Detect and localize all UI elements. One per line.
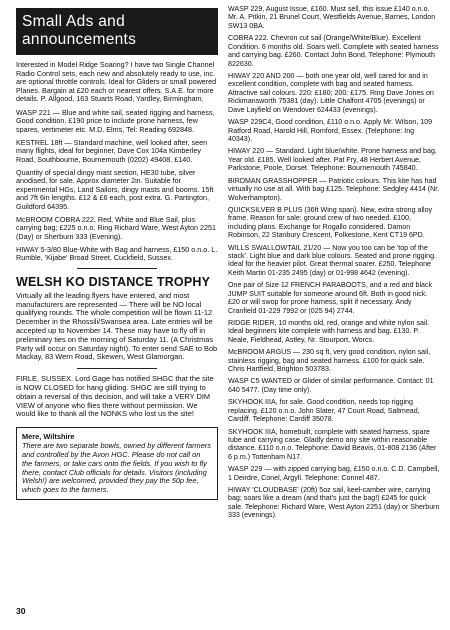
left-column — [16, 8, 218, 500]
classified-ad: WILLS SWALLOWTAIL 21/20 — Now you too can be 'top of the stack'. Light blue and dark blue colours. Seated and prone rigging. Ideal for the heavier pilot. Great thermal soarer. £250. Telephone Keith Martin 01-235 2495 (day) or 01-998 4642 (evening). — [228, 243, 436, 277]
classified-ad: SKYHOOK IIIA, for sale. Good condition, needs top rigging replacing. £120 o.n.o. John Slater, 47 Court Road, Saltmead, Cardiff. Telephone: Cardiff 35078. — [228, 398, 420, 424]
classified-ad: RIDGE RIDER, 10 months old, red, orange and white nylon sail. Ideal beginners kite complete with harness and bag. £130. P. Neale, Fieldhead, Astley, Nr. Stourport, Worcs. — [228, 318, 430, 344]
trophy-heading: WELSH KO DISTANCE TROPHY — [16, 274, 211, 289]
section-divider — [77, 268, 157, 269]
section-banner — [16, 8, 218, 55]
section-divider — [77, 368, 157, 369]
trophy-text: Virtually all the leading flyers have entered, and most manufacturers are represented — There will be NO local qualifying rounds. The whole competition will be flown 11-12 December in the Rhossili/Swansea area. Late entries will be accepted up to November 14. These may have to fly off in preliminary ties on the morning of Saturday 11. (A Christmas Party will occur on Saturday night). To enter send SAE to Bob Mackay, 83 Wern Road, Skewen, West Glamorgan. — [16, 290, 218, 362]
right-column — [228, 5, 440, 524]
mere-notice-box — [16, 427, 218, 500]
classified-ad: WASP C5 WANTED or Glider of similar performance. Contact: 01 640 5477. (Day time only). — [228, 377, 434, 394]
classified-ad: HIWAY 220 AND 200 — both one year old, well cared for and in excellent condition, complete with bag and seated harness. Attractive sail colours. 220: £180; 200: £175. Ring Dave Jones on Rickmansworth 75381 (day). Little Chalfont 4705 (evenings) or Dave Layfield on Wendover 624433 (evenings). — [228, 71, 434, 114]
box-title: Mere, Wiltshire — [22, 432, 75, 442]
classified-ad: COBRA 222. Chevron cut sail (Orange/White/Blue). Excellent Condition. 6 months old. Soars well. Complete with seated harness and carrying bag. £260. Contact John Bond, Telephone: Plymouth 822630. — [228, 34, 439, 68]
classified-ad: BIRDMAN GRASSHOPPER — Patriotic colours. This kite has had virtually no use at all. With bag £125. Telephone: Sedgley 4414 (Nr. Wolverhampton). — [228, 176, 440, 202]
classified-ad: HIWAY 220 — Standard. Light blue/white. Prone harness and bag. Year old. £185. Well looked after. Pat Fry, 48 Herbert Avenue, Parkstone, Poole, Dorset. Telephone: Bournemouth 745840. — [228, 147, 437, 173]
classified-ad: McBROOM COBRA 222, Red, White and Blue Sail, plus carrying bag; £225 o.n.o. Ring Richard Ware, West Ayton 2251 (Day) or Sherburn 333 (Evening). — [16, 214, 217, 241]
classified-ad: QUICKSILVER B PLUS (36ft Wing span). New, extra strong alloy frame. Reason for sale: ground crew of two needed. £100, including plans. Exchange for Rogallo considered. Damon Robinson, 22 Stanbury Crescent, Folkestone, Kent CT19 6PD. — [228, 205, 433, 240]
classified-ad: One pair of Size 12 FRENCH PARABOOTS, and a red and black JUMP SUIT suitable for someone around 6ft. Both in good nick. £20 or will swop for prone harness, split if necessary. Andy Cranfield 01-229 7992 or (025 94) 2744. — [228, 281, 433, 315]
page-number: 30 — [16, 606, 26, 616]
classified-ad: McBROOM ARGUS — 230 sq ft, very good condition, nylon sail, stainless rigging, bag and seated harness. £100 for quick sale. Chris Hartfield, Brighton 503783. — [228, 348, 431, 374]
classified-ad: WASP 229, August Issue, £160. Must sell, this issue £140 o.n.o. Mr. A. Pitkin, 21 Brunel Court, Westfields Avenue, Barnes, London SW13 0BA. — [228, 5, 436, 30]
classified-ad: HIWAY 5-3/80 Blue-White with Bag and harness, £150 o.n.o. L. Rumble, 'Kijabe' Broad Street, Cuckfield, Sussex. — [16, 244, 218, 263]
classified-ad: KESTREL 18ft — Standard machine, well looked after, seen many flights, ideal for beginner, Dave Cox 104a Kimberley Road, Southbourne, Bournemouth (0202) 49408. £140. — [16, 137, 208, 164]
classified-ad: Interested in Model Ridge Soaring? I have two Single Channel Radio Control sets, each new and absolutely ready to use, inc. are optional throttle controls. Ideal for Gliders or small powered Planes. Bargain at £20 each or nearest offers. S.A.E. for more details. P. Allgood, 163 Stuarts Road, Yardley, Birmingham. — [16, 60, 217, 104]
classified-ad: HIWAY 'CLOUDBASE' (20ft) 5oz sail, keel-camber wire, carrying bag; soars like a dream (and that's just the bag!) £245 for quick sale. Telephone: Richard Ware, West Ayton 2251 (day) or Sherburn 333 (evenings). — [228, 486, 440, 520]
banner-title-line-2: announcements — [22, 31, 137, 48]
banner-title-line-1: Small Ads and — [22, 13, 125, 30]
classified-ad: Quantity of special dingy mast section, HE30 tube, silver anodised, for sale. Approx diameter 2in. Suitable for experimental HGs, Land Sailors, dingy masts and booms. 15ft and 7ft 6in lengths. £12 & £6 each, post extra. G. Partington, Guildford 64395. — [16, 167, 214, 211]
classified-ad: WASP 229 — with zipped carrying bag, £150 o.n.o. C.D. Campbell, 1 Deirdre, Conel, Argyll. Telephone: Connel 487. — [228, 465, 440, 482]
box-text: There are two separate bowls, owned by different farmers and controlled by the Avon HGC. Please do not call on the farmers, or take cars onto the fields. If you wish to fly there, contact Club officials for details. Visitors (including Welsh!) are welcomed, provided they pay the 50p fee, which goes to the farmers. — [22, 441, 211, 495]
classified-ad: SKYHOOK IIIA, homebuilt, complete with seated harness, spare tube and carrying case. Gladly demo any site within reasonable distance. £110 o.n.o. Telephone: David Beavis, 01-808 2136 (After 6 p.m.) Tottenham N17. — [228, 427, 437, 461]
classified-ad: WASP 221 — Blue and white sail, seated rigging and harness, Good condition. £190 price to include prone harness, few spares, vertimeter etc. M.D. Elms, Tel: Reading 692848. — [16, 107, 215, 134]
classified-ad: WASP 229C4, Good condition, £110 o.n.o. Apply Mr. Wilson, 109 Ratford Road, Harold Hill, Romford, Essex. (Telephone: Ing 40343). — [228, 118, 433, 144]
firle-notice: FIRLE, SUSSEX. Lord Gage has notified SHGC that the site is NOW CLOSED for hang gliding. SHGC are still trying to obtain a reversal of this decision, and will take a VERY DIM VIEW of anyone who flies there without permission. We would like to thank all the NONKS who lost us the site! — [16, 374, 214, 419]
